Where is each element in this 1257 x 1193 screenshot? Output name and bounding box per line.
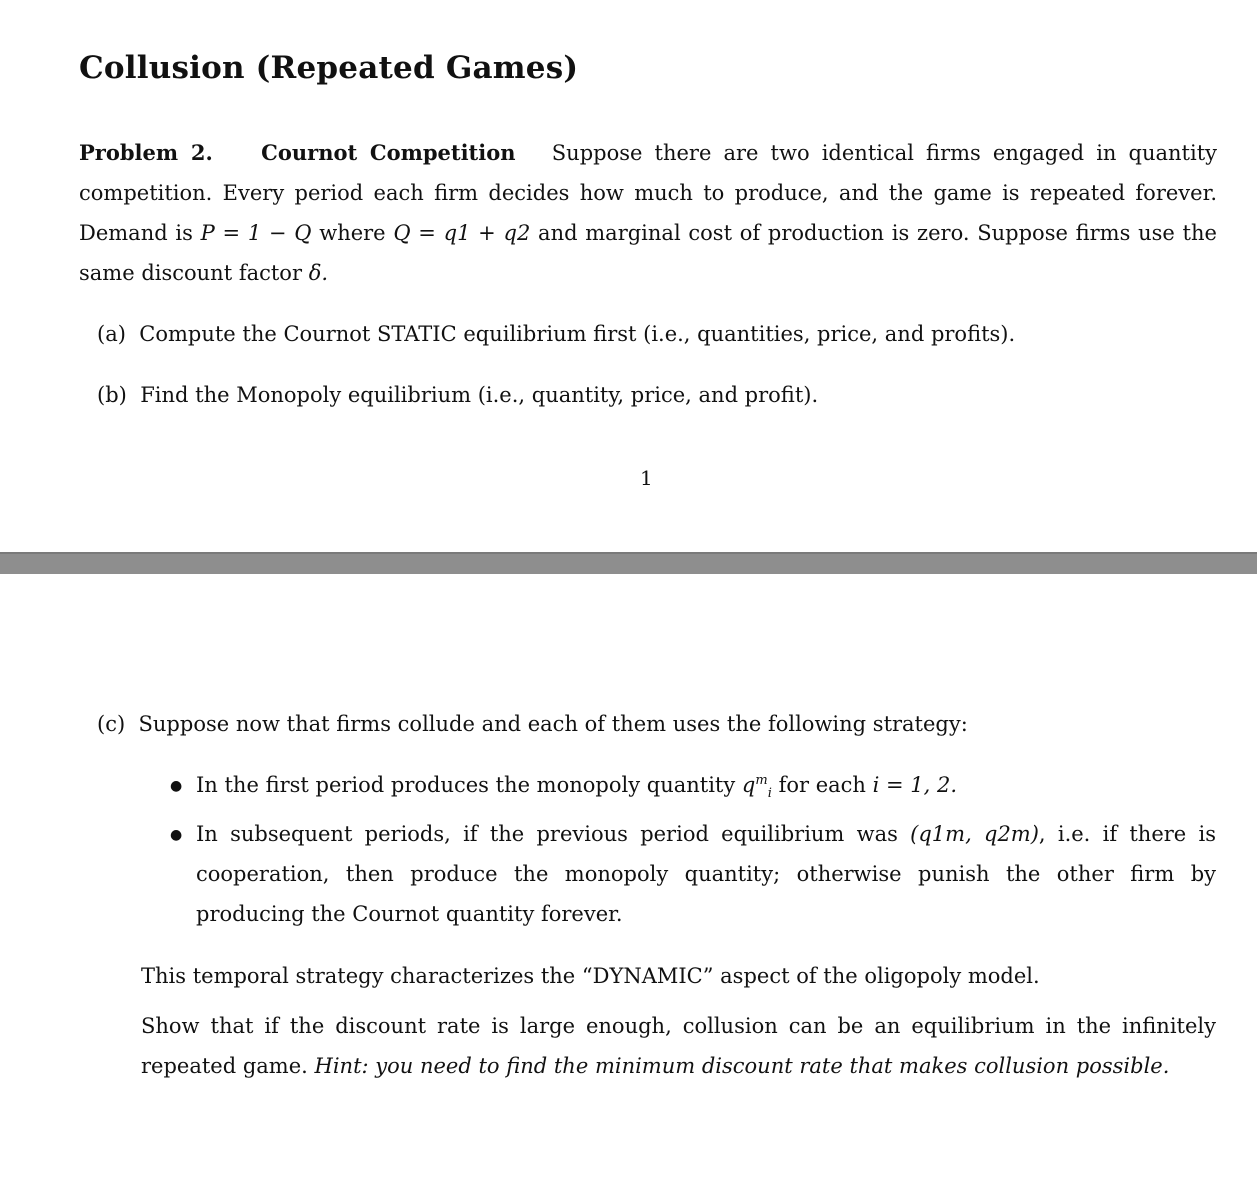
problem-statement [79, 133, 1217, 293]
part-a [97, 314, 1015, 354]
part-c [97, 704, 968, 744]
bullet-icon: ● [170, 827, 183, 843]
discount-symbol: δ. [308, 261, 329, 285]
part-c-label: (c) [97, 712, 126, 736]
bullet-1-equation: i = 1, 2. [872, 773, 958, 797]
show-statement [141, 1006, 1216, 1086]
problem-intro-a: Suppose there are two identical firms engaged in quantity competition. Every period each firm decides how much to produce, and the game is repeated forever. Demand is [79, 141, 1218, 245]
bullet-2-post: , i.e. if there is cooperation, then produce the monopoly quantity; otherwise punish the other firm by producing the Cournot quantity forever. [196, 822, 1216, 926]
hint-text: Hint: you need to find the minimum discount rate that makes collusion possible. [314, 1054, 1170, 1078]
part-b-text: Find the Monopoly equilibrium (i.e., quantity, price, and profit). [140, 383, 819, 407]
part-b-label: (b) [97, 383, 127, 407]
part-a-label: (a) [97, 322, 126, 346]
page-number: 1 [640, 466, 653, 490]
dynamic-statement: This temporal strategy characterizes the “DYNAMIC” aspect of the oligopoly model. [141, 964, 1040, 988]
monopoly-pair: (q1m, q2m) [910, 822, 1039, 846]
page-title: Collusion (Repeated Games) [79, 50, 579, 86]
page-divider [0, 552, 1257, 574]
show-text: Show that if the discount rate is large enough, collusion can be an equilibrium in the infinitely repeated game. [141, 1014, 1216, 1078]
bullet-2-pre: In subsequent periods, if the previous period equilibrium was [196, 822, 898, 846]
problem-intro-b: and marginal cost of production is zero. Suppose firms use the same discount factor [79, 221, 1217, 285]
part-a-text: Compute the Cournot STATIC equilibrium first (i.e., quantities, price, and profits). [139, 322, 1016, 346]
strategy-bullet-1 [196, 765, 1216, 805]
demand-equation: P = 1 − Q [200, 221, 312, 245]
strategy-bullet-2 [196, 814, 1216, 934]
bullet-1-pre: In the first period produces the monopoly quantity [196, 773, 736, 797]
document-page-2 [0, 574, 1257, 1193]
monopoly-quantity-symbol: $q^m_i$ [741, 773, 772, 802]
problem-heading: Cournot Competition [261, 140, 516, 165]
quantity-equation: Q = q1 + q2 [393, 221, 531, 245]
part-b [97, 375, 818, 415]
where-word: where [319, 221, 386, 245]
bullet-1-post: for each [778, 773, 866, 797]
part-c-text: Suppose now that firms collude and each of them uses the following strategy: [138, 712, 968, 736]
bullet-icon: ● [170, 778, 183, 794]
problem-number: Problem 2. [79, 140, 213, 165]
document-page-1 [0, 0, 1257, 552]
